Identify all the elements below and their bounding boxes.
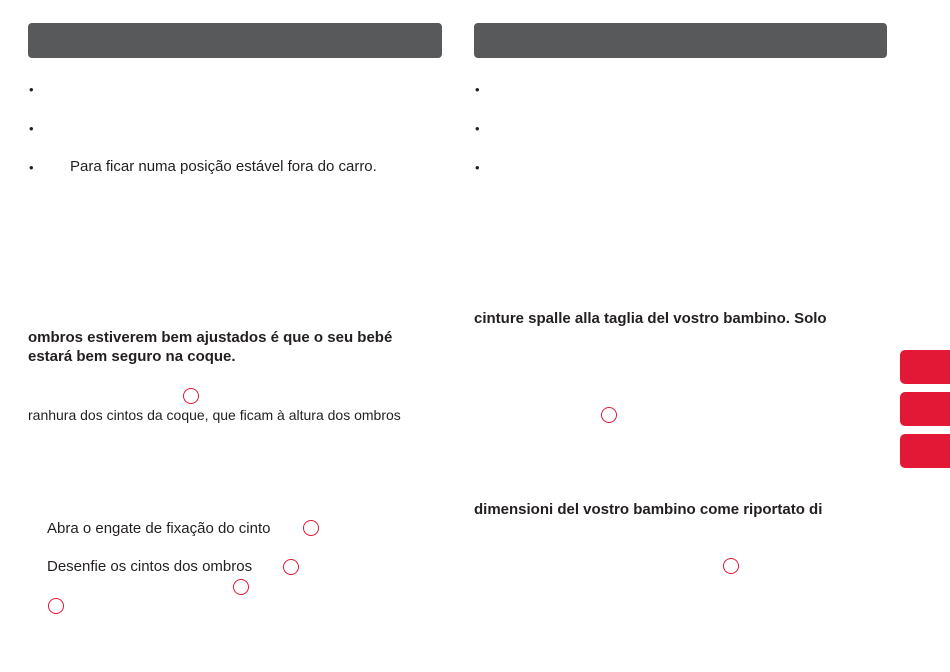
reference-circle xyxy=(723,558,739,574)
language-tab[interactable] xyxy=(900,392,950,426)
bullet-marker: • xyxy=(475,82,480,97)
ranhura-text: ranhura dos cintos da coque, que ficam à altura dos ombros xyxy=(28,407,401,423)
header-bar-left xyxy=(28,23,442,58)
reference-circle xyxy=(183,388,199,404)
bold-paragraph-line: cinture spalle alla taglia del vostro bambino. Solo xyxy=(474,310,827,327)
step-text: Desenfie os cintos dos ombros xyxy=(47,558,253,575)
step-text: Abra o engate de fixação do cinto xyxy=(47,520,271,537)
reference-circle xyxy=(601,407,617,423)
bullet-marker: • xyxy=(475,121,480,136)
language-tab[interactable] xyxy=(900,350,950,384)
header-bar-right xyxy=(474,23,887,58)
bullet-text: Para ficar numa posição estável fora do carro. xyxy=(70,158,377,175)
bullet-marker: • xyxy=(475,160,480,175)
reference-circle xyxy=(233,579,249,595)
bullet-marker: • xyxy=(29,121,34,136)
reference-circle xyxy=(303,520,319,536)
reference-circle xyxy=(48,598,64,614)
bold-paragraph-line: ombros estiverem bem ajustados é que o seu bebé xyxy=(28,329,393,346)
bullet-marker: • xyxy=(29,82,34,97)
bold-paragraph-line: estará bem seguro na coque. xyxy=(28,348,236,365)
bold-paragraph-line: dimensioni del vostro bambino come riportato di xyxy=(474,501,823,518)
language-tab[interactable] xyxy=(900,434,950,468)
reference-circle xyxy=(283,559,299,575)
bullet-marker: • xyxy=(29,160,34,175)
